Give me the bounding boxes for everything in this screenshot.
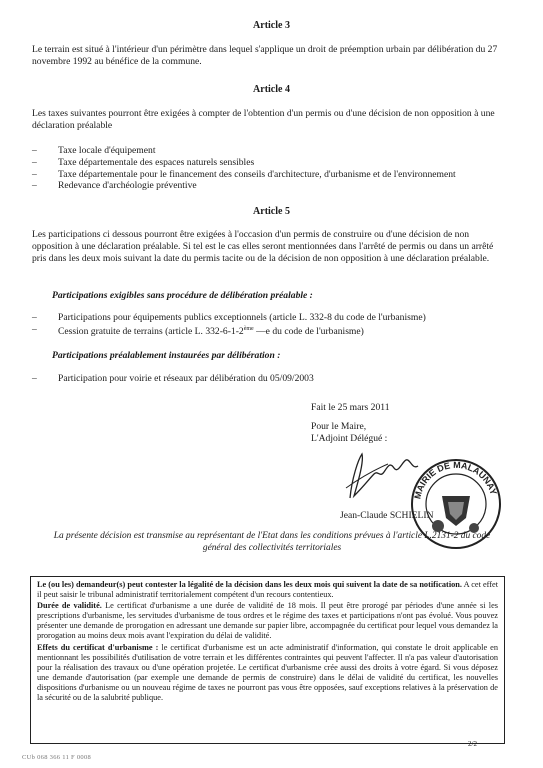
list-item: – Participation pour voirie et réseaux par délibération du 05/09/2003 bbox=[32, 373, 314, 384]
list-item: – Cession gratuite de terrains (article L. 332-6-1-2ème —e du code de l'urbanisme) bbox=[32, 323, 364, 337]
adjoint-delegue: L'Adjoint Délégué : bbox=[311, 433, 388, 444]
article-5-intro: Les participations ci dessous pourront être exigées à l'occasion d'un permis de construire ou d'une décision de non opposition à une déclaration préalable. Si tel est le cas elles seront mentionnées dans l'arrêté de permis ou dans un arrêté pris dans les deux mois suivant la date du permis tacite ou de la décision de non opposition à une déclaration préalable. bbox=[32, 229, 494, 264]
list-item: – Participations pour équipements publics exceptionnels (article L. 332-8 du code de l'urbanisme) bbox=[32, 312, 426, 323]
list-item: – Taxe départementale des espaces naturels sensibles bbox=[32, 156, 255, 168]
article-3-text: Le terrain est situé à l'intérieur d'un périmètre dans lequel s'applique un droit de préemption urbain par délibération du 27 novembre 1992 au bénéfice de la commune. bbox=[32, 44, 498, 67]
stamp-text: MAIRIE DE MALAUNAY bbox=[412, 459, 499, 500]
notice-recours: Le (ou les) demandeur(s) peut contester la légalité de la décision dans les deux mois qui suivent la date de sa notification. A cet effet il peut saisir le tribunal administratif territorialement compétent d'un recours contentieux. bbox=[37, 580, 499, 600]
transmission-notice: La présente décision est transmise au représentant de l'Etat dans les conditions prévues à l'article L.2131-2 du code général des collectivités territoriales bbox=[53, 531, 491, 553]
notice-duree-validite: Durée de validité. Le certificat d'urbanisme a une durée de validité de 18 mois. Il peut être prorogé par périodes d'une année si les prescriptions d'urbanisme, les servitudes d'urbanisme de tous ordres et le régime des taxes et participations n'ont pas évolué. Vous pouvez présenter une demande de prorogation en adressant une demande sur papier libre, accompagnée du certificat pour lequel vous demandez la prorogation au moins deux mois avant l'expiration du délai de validité. bbox=[37, 601, 499, 641]
article-3-title: Article 3 bbox=[253, 20, 290, 31]
list-item: – Redevance d'archéologie préventive bbox=[32, 180, 197, 192]
list-item: – Taxe locale d'équipement bbox=[32, 145, 156, 156]
article-4-tax-list bbox=[32, 145, 512, 192]
page-number: 2/2 bbox=[468, 740, 477, 748]
participations-list-2 bbox=[32, 373, 512, 385]
notice-effets: Effets du certificat d'urbanisme : le certificat d'urbanisme est un acte administratif d'information, qui constate le droit applicable en mentionnant les possibilités d'utilisation de votre terrain et les différentes contraintes qui peuvent l'affecter. Il n'a pas valeur d'autorisation pour la réalisation des travaux ou d'une opération projetée. Le certificat d'urbanisme crée aussi des droits à votre égard. Si vous déposez une demande d'autorisation (par exemple une demande de permis de construire) dans le délai de validité du certificat, les nouvelles dispositions d'urbanisme ou un nouveau régime de taxes ne pourront pas vous être opposées, sauf exceptions relatives à la préservation de la sécurité ou de la salubrité publique. bbox=[37, 642, 498, 703]
date-signed: Fait le 25 mars 2011 bbox=[311, 402, 390, 413]
legal-notice-box bbox=[30, 576, 505, 744]
signatory-name: Jean-Claude SCHIELIN bbox=[340, 510, 434, 521]
participations-list-1 bbox=[32, 312, 512, 338]
pour-le-maire: Pour le Maire, bbox=[311, 421, 367, 432]
article-4-title: Article 4 bbox=[253, 84, 290, 95]
subheading-par-deliberation: Participations préalablement instaurées par délibération : bbox=[52, 350, 281, 361]
list-item: – Taxe départementale pour le financement des conseils d'architecture, d'urbanisme et de l'environnement bbox=[32, 168, 456, 180]
subheading-sans-deliberation: Participations exigibles sans procédure de délibération préalable : bbox=[52, 290, 313, 301]
article-5-title: Article 5 bbox=[253, 206, 290, 217]
footer-reference: CUb 068 366 11 F 0008 bbox=[22, 754, 92, 761]
article-4-intro: Les taxes suivantes pourront être exigées à compter de l'obtention d'un permis ou d'une décision de non opposition à une déclaration préalable bbox=[32, 108, 495, 131]
